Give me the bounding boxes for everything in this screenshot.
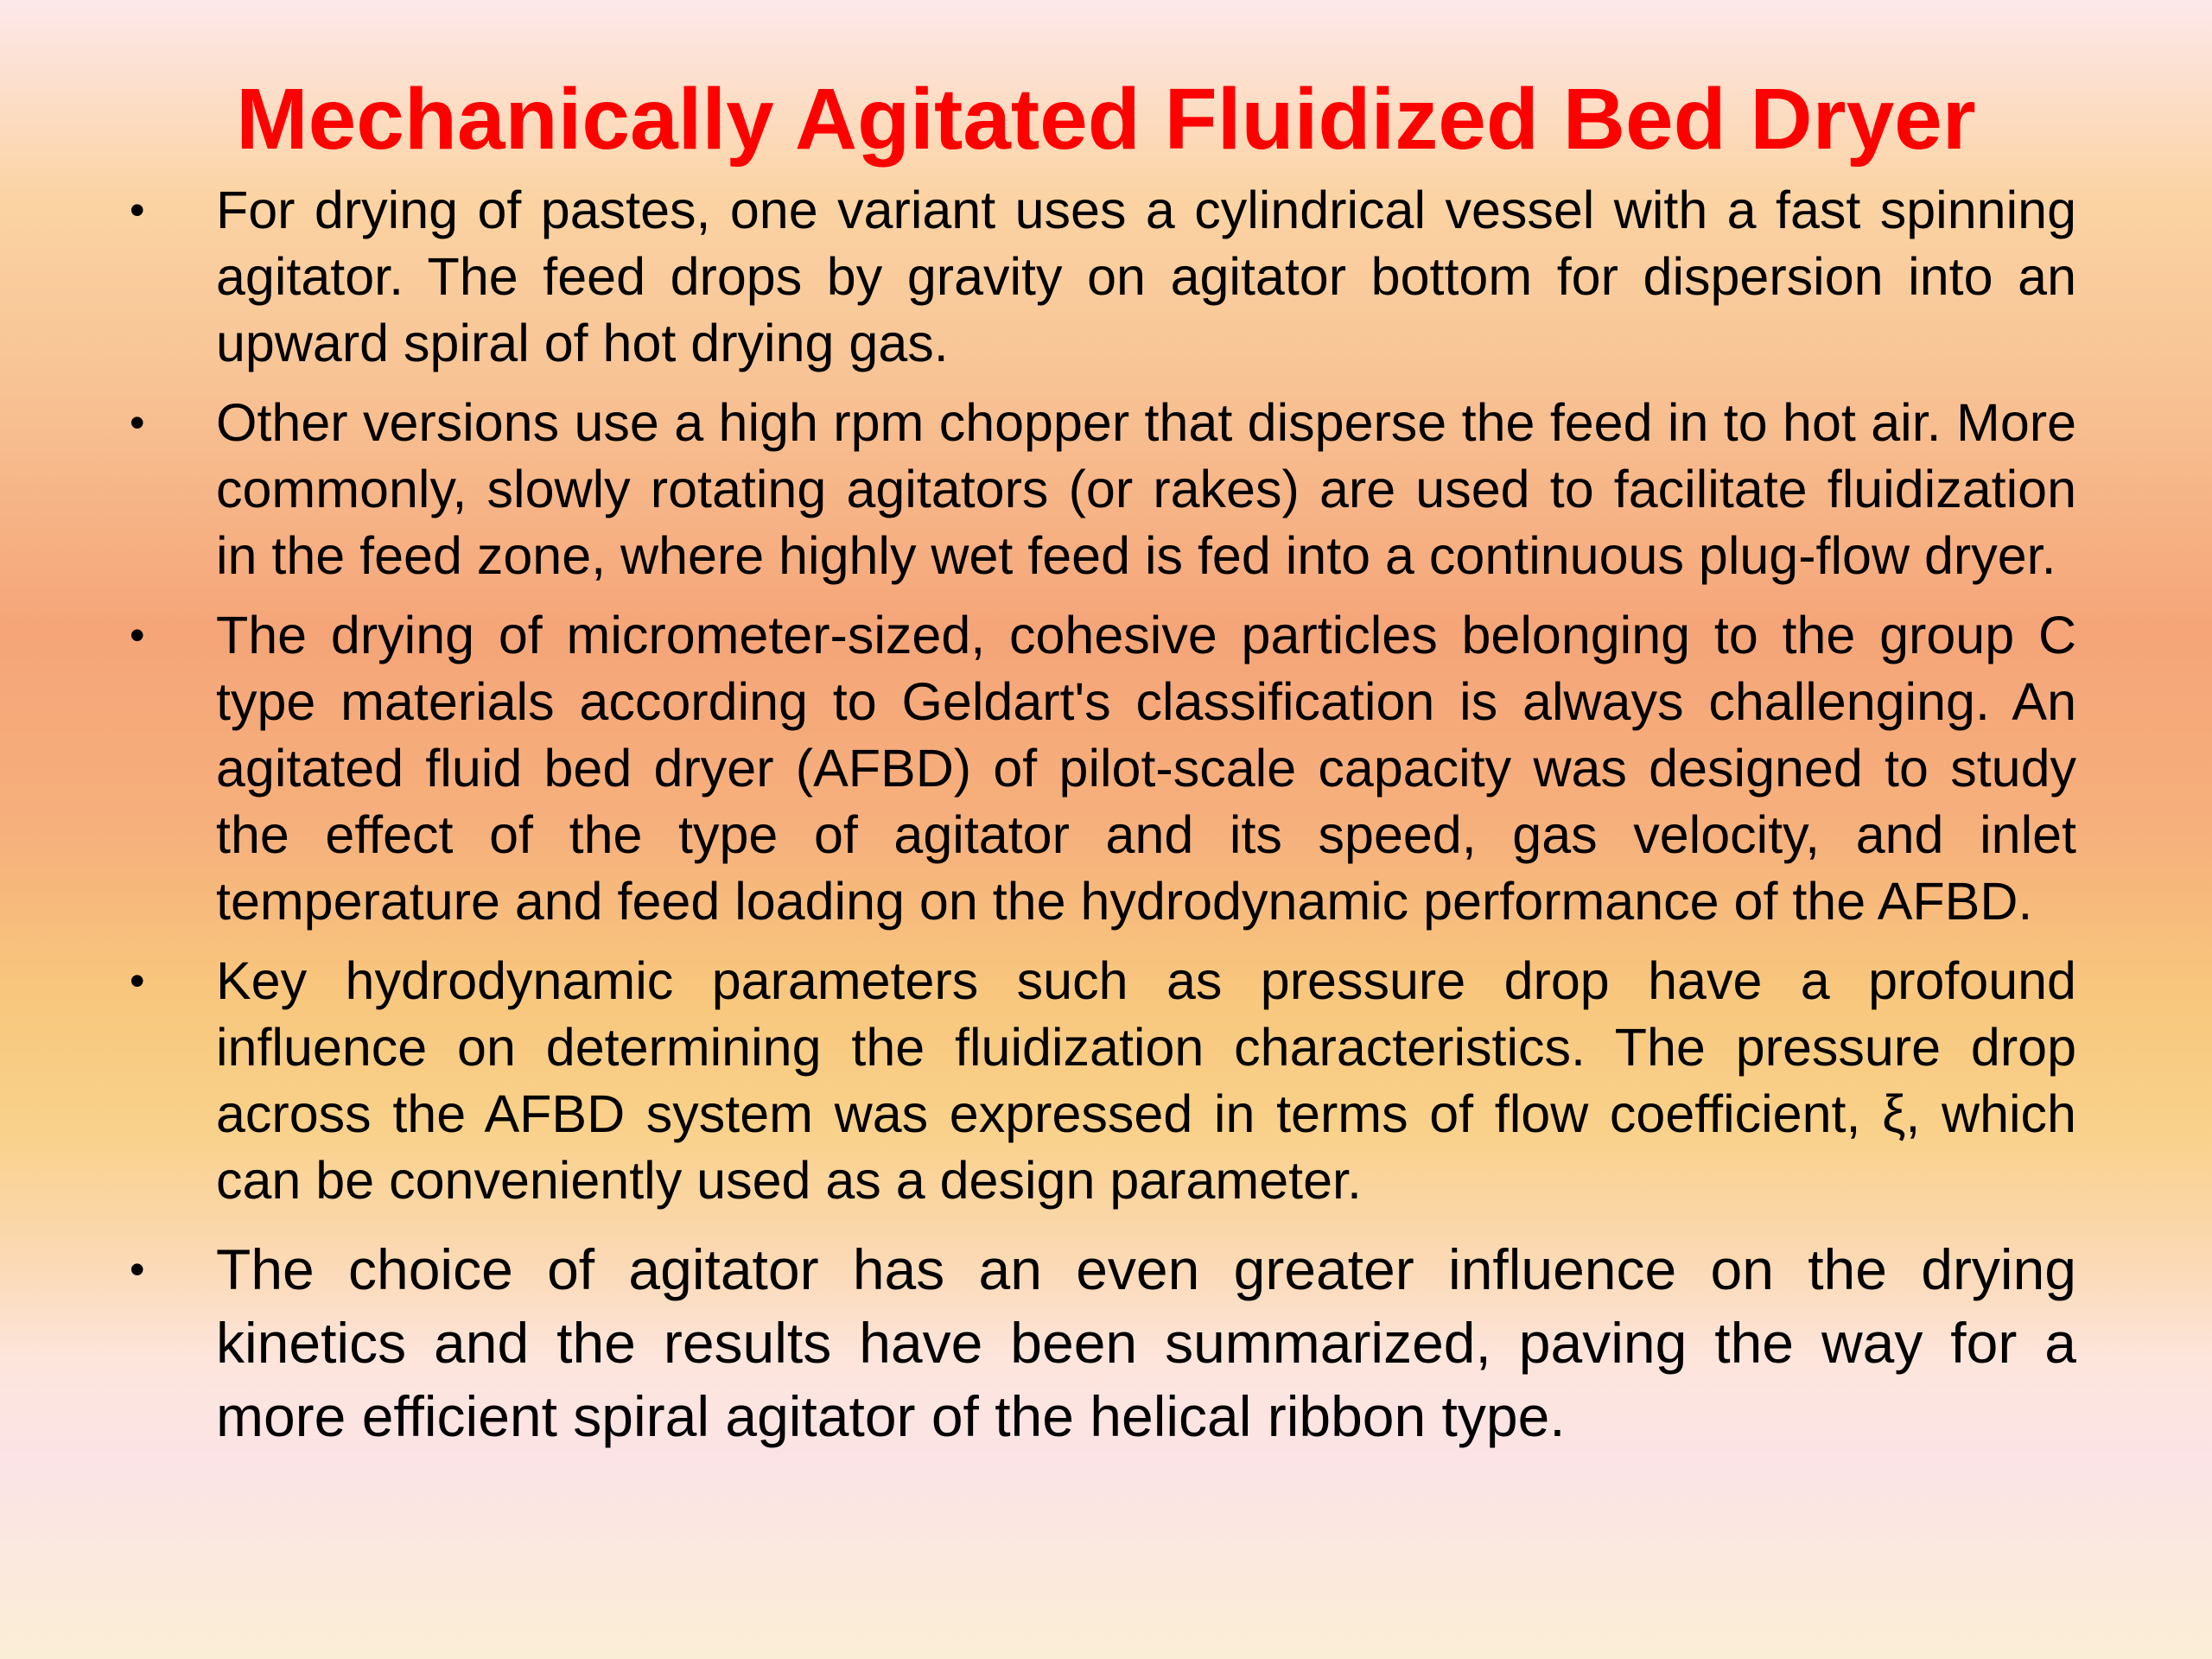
bullet-text: Key hydrodynamic parameters such as pressure drop have a profound influence on determining the fluidization characteristics. The pressure drop across the AFBD system was expressed in terms of flow coefficient, ξ, which can be conveniently used as a design parameter. <box>216 951 2076 1210</box>
bullet-marker: • <box>130 957 145 1005</box>
bullet-list <box>130 177 2076 1453</box>
bullet-marker: • <box>130 611 145 659</box>
bullet-text: The drying of micrometer-sized, cohesive particles belonging to the group C type materials according to Geldart's classification is always challenging. An agitated fluid bed dryer (AFBD) of pilot-scale capacity was designed to study the effect of the type of agitator and its speed, gas velocity, and inlet temperature and feed loading on the hydrodynamic performance of the AFBD. <box>216 606 2076 931</box>
bullet-text: The choice of agitator has an even greater influence on the drying kinetics and the results have been summarized, paving the way for a more efficient spiral agitator of the helical ribbon type. <box>216 1237 2076 1448</box>
bullet-marker: • <box>130 1245 145 1294</box>
bullet-text: For drying of pastes, one variant uses a cylindrical vessel with a fast spinning agitator. The feed drops by gravity on agitator bottom for dispersion into an upward spiral of hot drying gas. <box>216 181 2076 372</box>
bullet-item <box>130 177 2076 377</box>
bullet-marker: • <box>130 398 145 447</box>
slide-title: Mechanically Agitated Fluidized Bed Dryer <box>236 71 1976 168</box>
bullet-item <box>130 1233 2076 1453</box>
bullet-item <box>130 602 2076 935</box>
bullet-text: Other versions use a high rpm chopper that disperse the feed in to hot air. More commonly, slowly rotating agitators (or rakes) are used to facilitate fluidization in the feed zone, where highly wet feed is fed into a continuous plug-flow dryer. <box>216 393 2076 585</box>
bullet-item <box>130 390 2076 589</box>
bullet-marker: • <box>130 186 145 234</box>
bullet-item <box>130 948 2076 1214</box>
